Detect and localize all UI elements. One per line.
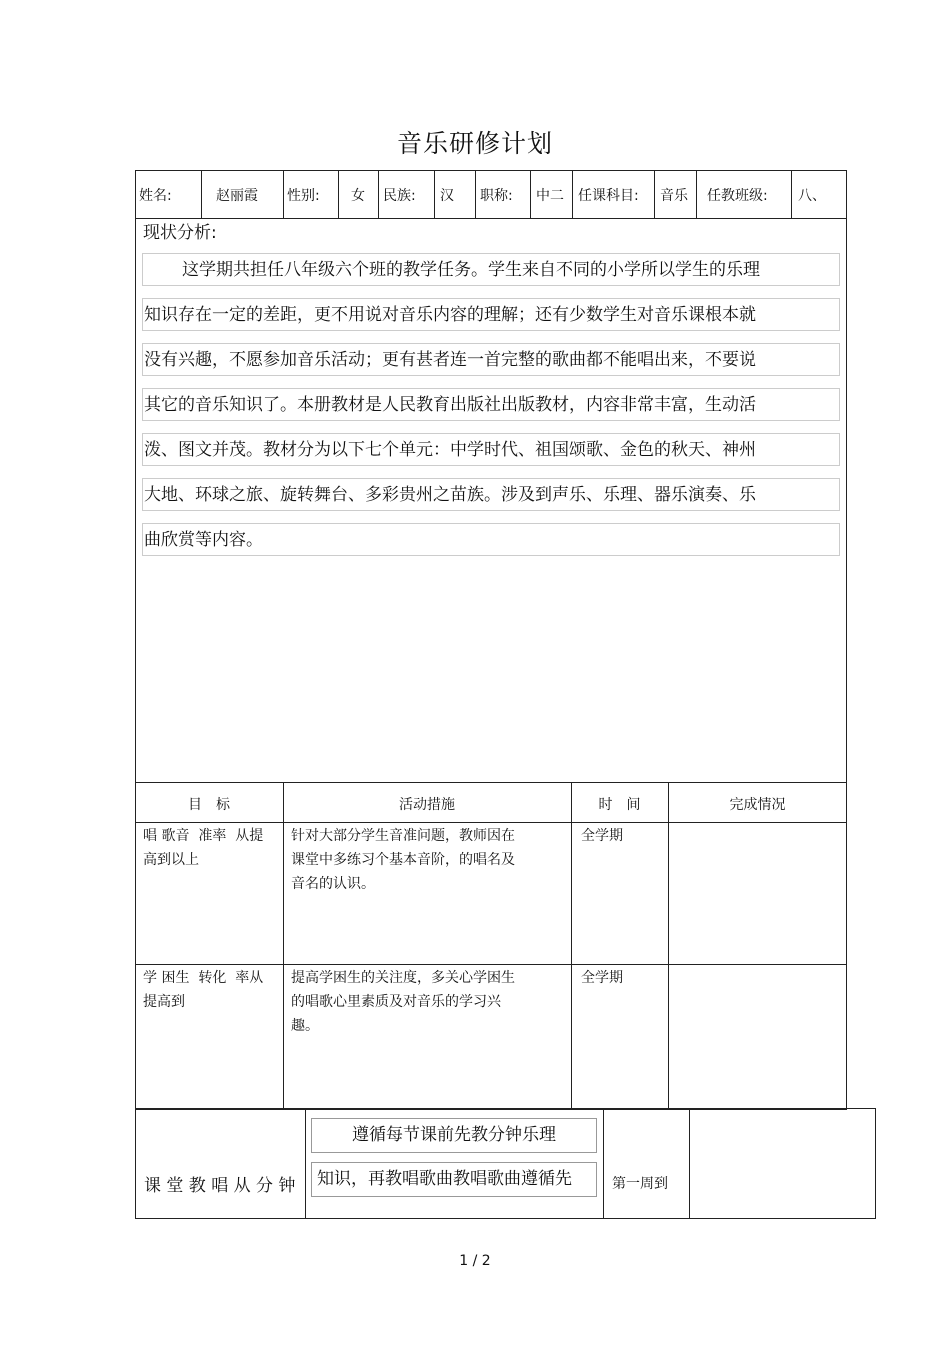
measure-line: 提高学困生的关注度，多关心学困生 — [291, 970, 515, 986]
title-label: 职称: — [480, 188, 513, 204]
subject-label: 任课科目: — [578, 188, 639, 204]
bottom-row-box1: 遵循每节课前先教分钟乐理 — [311, 1118, 597, 1153]
bottom-row-label: 课 堂 教 唱 从 分 钟 — [144, 1176, 296, 1196]
goal-line: 学 困生 转化 率从 — [143, 970, 264, 986]
table-row-measures — [291, 966, 515, 1038]
ethnicity-label: 民族: — [383, 188, 416, 204]
page-number: 1 / 2 — [459, 1253, 491, 1269]
name-label: 姓名: — [139, 188, 172, 204]
analysis-line: 曲欣赏等内容。 — [144, 530, 263, 550]
table-row-goal — [143, 966, 263, 1014]
gender-label: 性别: — [287, 188, 320, 204]
name-value: 赵丽霞 — [216, 188, 258, 204]
measure-line: 音名的认识。 — [291, 876, 375, 892]
analysis-line: 没有兴趣，不愿参加音乐活动；更有甚者连一首完整的歌曲都不能唱出来，不要说 — [144, 350, 756, 370]
bottom-row-box2: 知识，再教唱歌曲教唱歌曲遵循先 — [311, 1162, 597, 1197]
goal-line: 唱 歌音 准率 从提 — [143, 828, 264, 844]
title-value: 中二 — [536, 188, 564, 204]
header-measures: 活动措施 — [399, 797, 455, 813]
gender-value: 女 — [351, 188, 365, 204]
table-row-goal — [143, 824, 263, 872]
header-time: 时 间 — [598, 797, 641, 813]
analysis-line: 大地、环球之旅、旋转舞台、多彩贵州之苗族。涉及到声乐、乐理、器乐演奏、乐 — [144, 485, 756, 505]
table-row-time: 全学期 — [581, 970, 623, 986]
page-title: 音乐研修计划 — [396, 129, 553, 158]
analysis-heading: 现状分析: — [143, 223, 217, 243]
table-row-measures — [291, 824, 515, 896]
subject-value: 音乐 — [660, 188, 688, 204]
analysis-line: 这学期共担任八年级六个班的教学任务。学生来自不同的小学所以学生的乐理 — [182, 260, 760, 280]
grade-label: 任教班级: — [707, 188, 768, 204]
measure-line: 趣。 — [291, 1018, 319, 1034]
measure-line: 针对大部分学生音准问题，教师因在 — [291, 828, 515, 844]
header-goal: 目 标 — [188, 797, 230, 813]
bottom-row-time: 第一周到 — [612, 1176, 668, 1192]
analysis-line: 知识存在一定的差距，更不用说对音乐内容的理解；还有少数学生对音乐课根本就 — [144, 305, 756, 325]
grade-value: 八、 — [798, 188, 826, 204]
ethnicity-value: 汉 — [440, 188, 454, 204]
header-status: 完成情况 — [729, 797, 786, 813]
goal-line: 高到以上 — [143, 852, 199, 868]
measure-line: 的唱歌心里素质及对音乐的学习兴 — [291, 994, 501, 1010]
analysis-line: 其它的音乐知识了。本册教材是人民教育出版社出版教材，内容非常丰富，生动活 — [144, 395, 756, 415]
analysis-line: 泼、图文并茂。教材分为以下七个单元：中学时代、祖国颂歌、金色的秋天、神州 — [144, 440, 756, 460]
measure-line: 课堂中多练习个基本音阶，的唱名及 — [291, 852, 515, 868]
goal-line: 提高到 — [143, 994, 185, 1010]
table-row-time: 全学期 — [581, 828, 623, 844]
